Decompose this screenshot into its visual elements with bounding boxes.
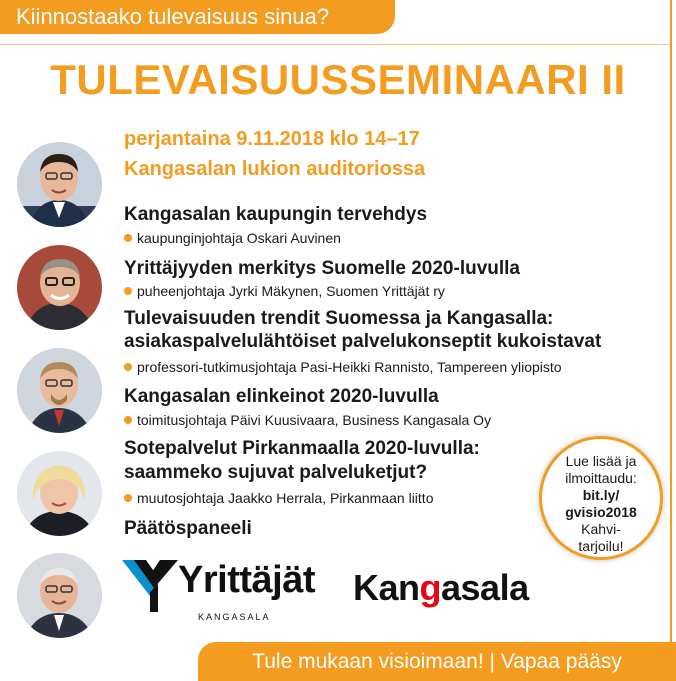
speaker-name: muutosjohtaja Jaakko Herrala, Pirkanmaan liitto (137, 490, 434, 506)
yrittajat-wordmark: Yrittäjät (178, 559, 315, 601)
bullet-icon (124, 287, 132, 295)
badge-line: Kahvi- (581, 521, 621, 537)
registration-link[interactable]: gvisio2018 (565, 504, 637, 520)
badge-line: tarjoilu! (578, 538, 624, 554)
yrittajat-subtext: KANGASALA (198, 612, 271, 622)
program-speaker-4 (124, 410, 491, 430)
bullet-icon (124, 234, 132, 242)
top-banner: Kiinnostaako tulevaisuus sinua? (0, 0, 395, 34)
kangasala-part: Kan (353, 567, 420, 608)
yrittajat-mark-icon (120, 558, 180, 614)
yrittajat-logo (120, 556, 330, 626)
program-title-1: Kangasalan kaupungin tervehdys (124, 204, 428, 225)
registration-badge (539, 436, 663, 560)
program-speaker-2 (124, 281, 445, 301)
program-title-5b: saammeko sujuvat palveluketjut? (124, 462, 428, 483)
kangasala-g: g (419, 567, 442, 608)
program-title-4: Kangasalan elinkeinot 2020-luvulla (124, 386, 439, 407)
speaker-photo-3 (17, 348, 102, 433)
registration-link[interactable]: bit.ly/ (582, 487, 620, 503)
kangasala-logo (353, 566, 529, 610)
speaker-photo-1 (17, 142, 102, 227)
bullet-icon (124, 416, 132, 424)
program-speaker-3 (124, 357, 562, 377)
program-title-6: Päätöspaneeli (124, 518, 252, 539)
program-speaker-5 (124, 488, 433, 508)
event-venue: Kangasalan lukion auditoriossa (124, 158, 426, 180)
speaker-name: toimitusjohtaja Päivi Kuusivaara, Business Kangasala Oy (137, 412, 492, 428)
speaker-name: professori-tutkimusjohtaja Pasi-Heikki Rannisto, Tampereen yliopisto (137, 359, 562, 375)
program-speaker-1 (124, 228, 341, 248)
kangasala-part: asala (441, 567, 529, 608)
bullet-icon (124, 494, 132, 502)
speaker-name: kaupunginjohtaja Oskari Auvinen (137, 230, 341, 246)
program-title-3a: Tulevaisuuden trendit Suomessa ja Kangasalla: (124, 308, 554, 329)
speaker-photo-2 (17, 245, 102, 330)
program-title-3b: asiakaspalvelulähtöiset palvelukonseptit kukoistavat (124, 331, 602, 352)
badge-line: ilmoittaudu: (565, 470, 637, 486)
bottom-banner: Tule mukaan visioimaan! | Vapaa pääsy (198, 642, 676, 681)
speaker-name: puheenjohtaja Jyrki Mäkynen, Suomen Yrittäjät ry (137, 283, 445, 299)
speaker-photo-4 (17, 451, 102, 536)
speaker-photo-5 (17, 553, 102, 638)
bullet-icon (124, 363, 132, 371)
badge-line: Lue lisää ja (565, 453, 637, 469)
program-title-2: Yrittäjyyden merkitys Suomelle 2020-luvulla (124, 258, 521, 279)
event-date: perjantaina 9.11.2018 klo 14–17 (124, 128, 420, 150)
divider (0, 44, 672, 45)
page-title: TULEVAISUUSSEMINAARI II (50, 56, 626, 103)
program-title-5a: Sotepalvelut Pirkanmaalla 2020-luvulla: (124, 438, 480, 459)
